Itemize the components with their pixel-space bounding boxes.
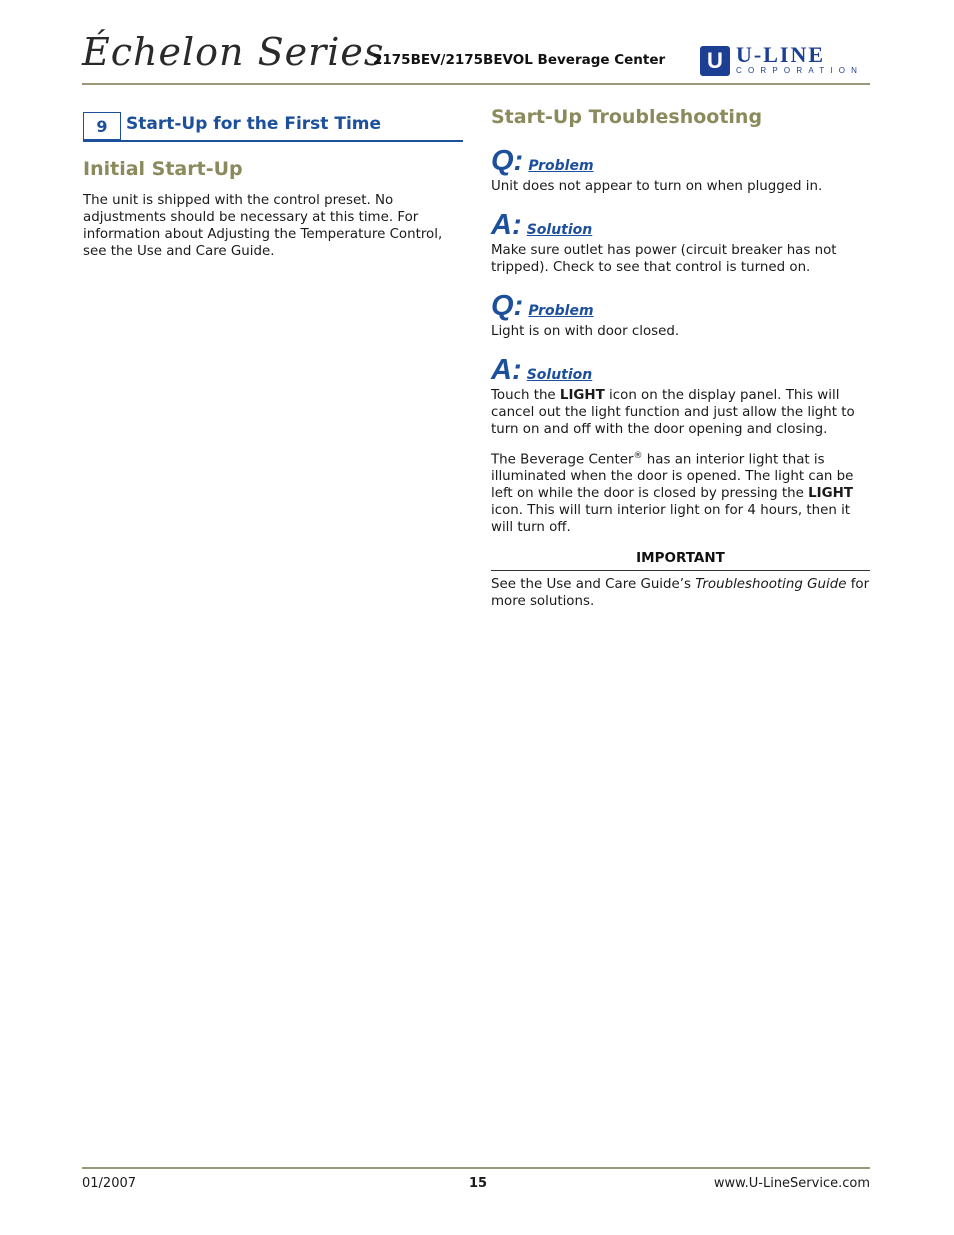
answer-1 — [491, 210, 592, 240]
initial-startup-heading: Initial Start-Up — [83, 158, 243, 180]
u-line-logo — [700, 44, 870, 80]
registered-mark: ® — [633, 451, 643, 461]
header-divider — [82, 83, 870, 85]
text-fragment: has an interior light that is illuminated when the door is opened. The light can be left on while the door is closed by pressing the — [491, 452, 854, 502]
page-number: 15 — [468, 1176, 488, 1191]
problem-2-text: Light is on with door closed. — [491, 324, 680, 339]
text-fragment: for more solutions. — [491, 577, 870, 609]
solution-2-paragraph-2 — [491, 448, 870, 536]
logo-mark-letter: U — [707, 48, 723, 73]
logo-subtitle: CORPORATION — [736, 66, 864, 75]
text-fragment: The Beverage Center — [491, 452, 634, 468]
section-title: Start-Up for the First Time — [126, 114, 382, 134]
initial-startup-text: The unit is shipped with the control preset. No adjustments should be necessary at this time. For information about Adjusting the Temperature Control, see the Use and Care Guide. — [83, 193, 443, 259]
document-title: 2175BEV/2175BEVOL Beverage Center — [373, 52, 666, 68]
logo-mark-icon — [700, 46, 730, 76]
problem-label: Problem — [528, 158, 594, 174]
troubleshooting-guide-ref: Troubleshooting Guide — [695, 577, 847, 592]
light-keyword: LIGHT — [559, 388, 605, 403]
solution-label: Solution — [526, 222, 593, 238]
question-2 — [491, 291, 594, 321]
problem-label: Problem — [528, 303, 594, 319]
text-fragment: icon. This will turn interior light on for 4 hours, then it will turn off. — [491, 503, 851, 536]
a-icon: A: — [491, 209, 522, 241]
solution-2-paragraph-1 — [491, 387, 870, 438]
text-fragment: Touch the — [491, 388, 560, 403]
solution-label: Solution — [526, 367, 593, 383]
important-divider — [491, 570, 870, 571]
important-title: IMPORTANT — [636, 550, 725, 566]
section-number: 9 — [83, 112, 121, 140]
solution-1-text: Make sure outlet has power (circuit breaker has not tripped). Check to see that control is turned on. — [491, 243, 837, 275]
footer-divider — [82, 1167, 870, 1169]
light-keyword: LIGHT — [808, 486, 853, 502]
text-fragment: See the Use and Care Guide’s — [491, 577, 696, 592]
answer-2 — [491, 355, 592, 385]
problem-1-text: Unit does not appear to turn on when plugged in. — [491, 179, 823, 194]
footer-website: www.U-LineService.com — [713, 1176, 870, 1191]
footer-date: 01/2007 — [82, 1176, 137, 1191]
question-1 — [491, 146, 594, 176]
text-fragment: icon on the display panel. This will cancel out the light function and just allow the light to turn on and off with the door opening and closing. — [491, 388, 855, 437]
a-icon: A: — [491, 354, 522, 386]
series-title: Échelon Series — [82, 30, 385, 74]
important-text — [491, 576, 870, 610]
q-icon: Q: — [491, 145, 524, 177]
q-icon: Q: — [491, 290, 524, 322]
troubleshooting-heading: Start-Up Troubleshooting — [491, 106, 763, 128]
logo-name: U-LINE — [736, 42, 826, 67]
section-underline — [83, 140, 463, 142]
